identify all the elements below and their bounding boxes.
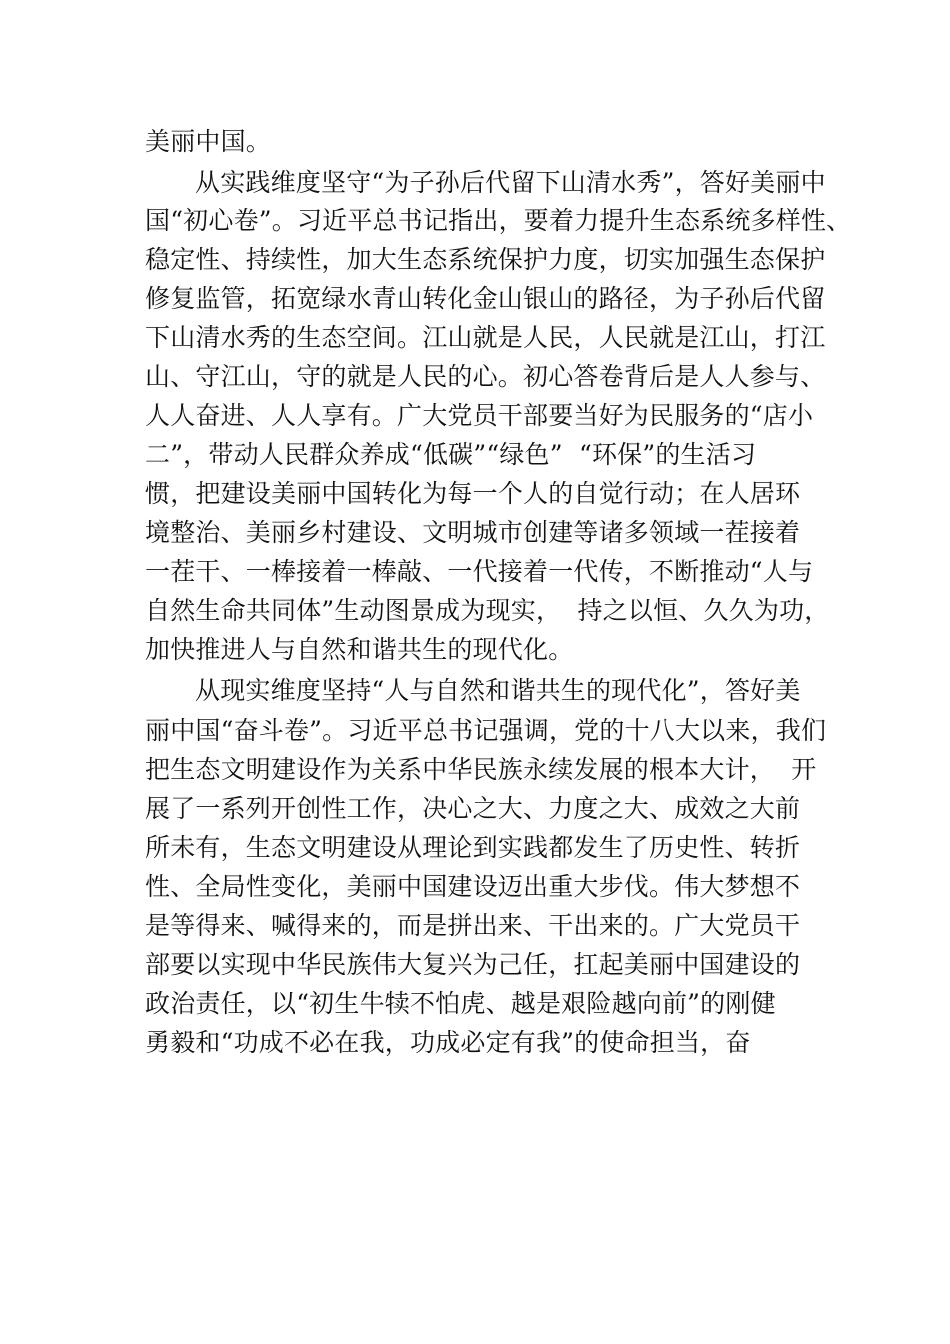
text-line: 自然生命共同体”生动图景成为现实， 持之以恒、久久为功， <box>145 596 830 625</box>
text-line: 境整治、美丽乡村建设、文明城市创建等诸多领域一茬接着 <box>145 518 801 547</box>
text-line: 性、全局性变化，美丽中国建设迈出重大步伐。伟大梦想不 <box>145 872 801 901</box>
text-line: 人人奋进、人人享有。广大党员干部要当好为民服务的“店小 <box>145 401 814 430</box>
text-line: 加快推进人与自然和谐共生的现代化。 <box>145 635 574 664</box>
text-line: 修复监管，拓宽绿水青山转化金山银山的路径，为子孙后代留 <box>145 284 826 313</box>
text-line: 一茬干、一棒接着一棒敲、一代接着一代传，不断推动“人与 <box>145 557 814 586</box>
text-line: 所未有，生态文明建设从理论到实践都发生了历史性、转折 <box>145 833 801 862</box>
text-line: 稳定性、持续性，加大生态系统保护力度，切实加强生态保护 <box>145 245 826 274</box>
text-line: 二”，带动人民群众养成“低碳”“绿色” “环保”的生活习 <box>145 440 757 469</box>
text-line: 把生态文明建设作为关系中华民族永续发展的根本大计， 开 <box>145 755 817 784</box>
text-line: 下山清水秀的生态空间。江山就是人民，人民就是江山，打江 <box>145 323 826 352</box>
text-line: 展了一系列开创性工作，决心之大、力度之大、成效之大前 <box>145 794 801 823</box>
text-line: 美丽中国。 <box>145 127 272 156</box>
text-line: 山、守江山，守的就是人民的心。初心答卷背后是人人参与、 <box>145 362 826 391</box>
text-line: 勇毅和“功成不必在我，功成必定有我”的使命担当，奋 <box>145 1028 751 1057</box>
text-line: 是等得来、喊得来的，而是拼出来、干出来的。广大党员干 <box>145 911 801 940</box>
text-line: 部要以实现中华民族伟大复兴为己任，扛起美丽中国建设的 <box>145 950 801 979</box>
text-line: 丽中国“奋斗卷”。习近平总书记强调，党的十八大以来，我们 <box>145 716 827 745</box>
text-line: 惯，把建设美丽中国转化为每一个人的自觉行动；在人居环 <box>145 479 801 508</box>
paragraph-start-line: 从实践维度坚守“为子孙后代留下山清水秀”，答好美丽中 <box>195 168 826 197</box>
paragraph-start-line: 从现实维度坚持“人与自然和谐共生的现代化”，答好美 <box>195 676 801 705</box>
text-line: 政治责任，以“初生牛犊不怕虎、越是艰险越向前”的刚健 <box>145 989 776 1018</box>
text-line: 国“初心卷”。习近平总书记指出，要着力提升生态系统多样性、 <box>145 206 852 235</box>
